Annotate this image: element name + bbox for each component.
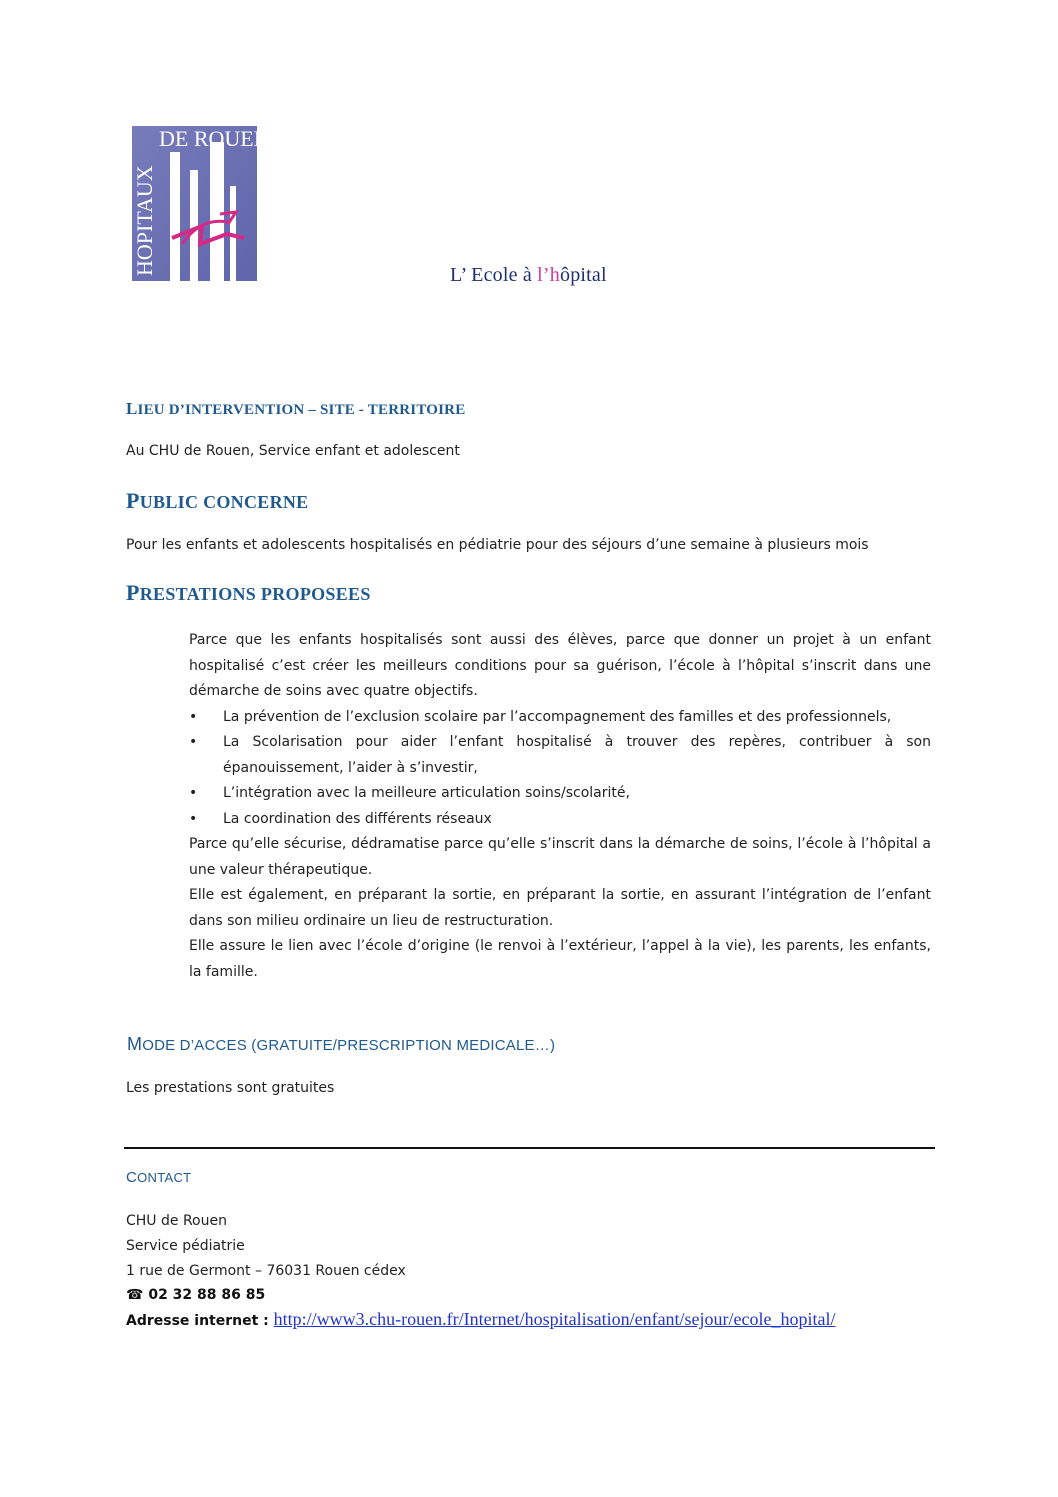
heading-contact: CONTACT bbox=[126, 1169, 192, 1186]
heading-mode-acces: MODE D’ACCES (GRATUITE/PRESCRIPTION MEDICALE…) bbox=[127, 1034, 556, 1054]
phone-icon: ☎ bbox=[126, 1287, 144, 1303]
document-title bbox=[450, 264, 607, 287]
contact-phone: 02 32 88 86 85 bbox=[148, 1287, 266, 1303]
website-link[interactable]: http://www3.chu-rouen.fr/Internet/hospitalisation/enfant/sejour/ecole_hopital/ bbox=[273, 1309, 836, 1329]
prestations-body bbox=[189, 628, 931, 985]
list-item: • La coordination des différents réseaux bbox=[189, 807, 931, 833]
contact-service: Service pédiatrie bbox=[126, 1238, 245, 1254]
contact-phone-line bbox=[126, 1287, 265, 1303]
title-part2: l’h bbox=[537, 264, 560, 286]
heading-prestations: PRESTATIONS PROPOSEES bbox=[126, 580, 371, 605]
title-part3: ôpital bbox=[560, 264, 607, 286]
title-part1: L’ Ecole à bbox=[450, 264, 538, 286]
contact-org: CHU de Rouen bbox=[126, 1213, 227, 1229]
list-item: • L’intégration avec la meilleure articulation soins/scolarité, bbox=[189, 781, 931, 807]
mode-acces-text: Les prestations sont gratuites bbox=[126, 1080, 335, 1096]
prestations-para3: Elle est également, en préparant la sortie, en préparant la sortie, en assurant l’intégration de l’enfant dans son milieu ordinaire un lieu de restructuration. bbox=[189, 887, 931, 929]
prestations-para4: Elle assure le lien avec l’école d’origine (le renvoi à l’extérieur, l’appel à la vie), les parents, les enfants, la famille. bbox=[189, 938, 931, 980]
logo-text-side: HOPITAUX bbox=[132, 165, 157, 276]
bullet-icon: • bbox=[189, 708, 198, 725]
logo-text-top: DE ROUEN bbox=[159, 126, 270, 151]
heading-lieu: LIEU D’INTERVENTION – SITE - TERRITOIRE bbox=[126, 399, 466, 418]
contact-divider bbox=[124, 1147, 935, 1149]
list-item: • La Scolarisation pour aider l’enfant hospitalisé à trouver des repères, contribuer à son épanouissement, l’aider à s’investir, bbox=[189, 730, 931, 781]
objectives-list bbox=[189, 705, 931, 833]
contact-web-line bbox=[126, 1309, 836, 1330]
list-item: • La prévention de l’exclusion scolaire par l’accompagnement des familles et des professionnels, bbox=[189, 705, 931, 731]
prestations-intro: Parce que les enfants hospitalisés sont aussi des élèves, parce que donner un projet à un enfant hospitalisé c’est créer les meilleurs conditions pour sa guérison, l’école à l’hôpital s’inscrit dans une démarche de soins avec quatre objectifs. bbox=[189, 632, 931, 699]
bullet-icon: • bbox=[189, 734, 198, 750]
prestations-para2: Parce qu’elle sécurise, dédramatise parce qu’elle s’inscrit dans la démarche de soins, l’école à l’hôpital a une valeur thérapeutique. bbox=[189, 836, 931, 878]
bullet-icon: • bbox=[189, 810, 198, 827]
public-text: Pour les enfants et adolescents hospitalisés en pédiatrie pour des séjours d’une semaine à plusieurs mois bbox=[126, 537, 869, 553]
bullet-icon: • bbox=[189, 785, 198, 801]
contact-address: 1 rue de Germont – 76031 Rouen cédex bbox=[126, 1263, 406, 1279]
heading-public: PUBLIC CONCERNE bbox=[126, 488, 309, 513]
hospital-logo bbox=[132, 126, 270, 281]
web-label: Adresse internet : bbox=[126, 1313, 269, 1329]
lieu-text: Au CHU de Rouen, Service enfant et adolescent bbox=[126, 443, 460, 459]
